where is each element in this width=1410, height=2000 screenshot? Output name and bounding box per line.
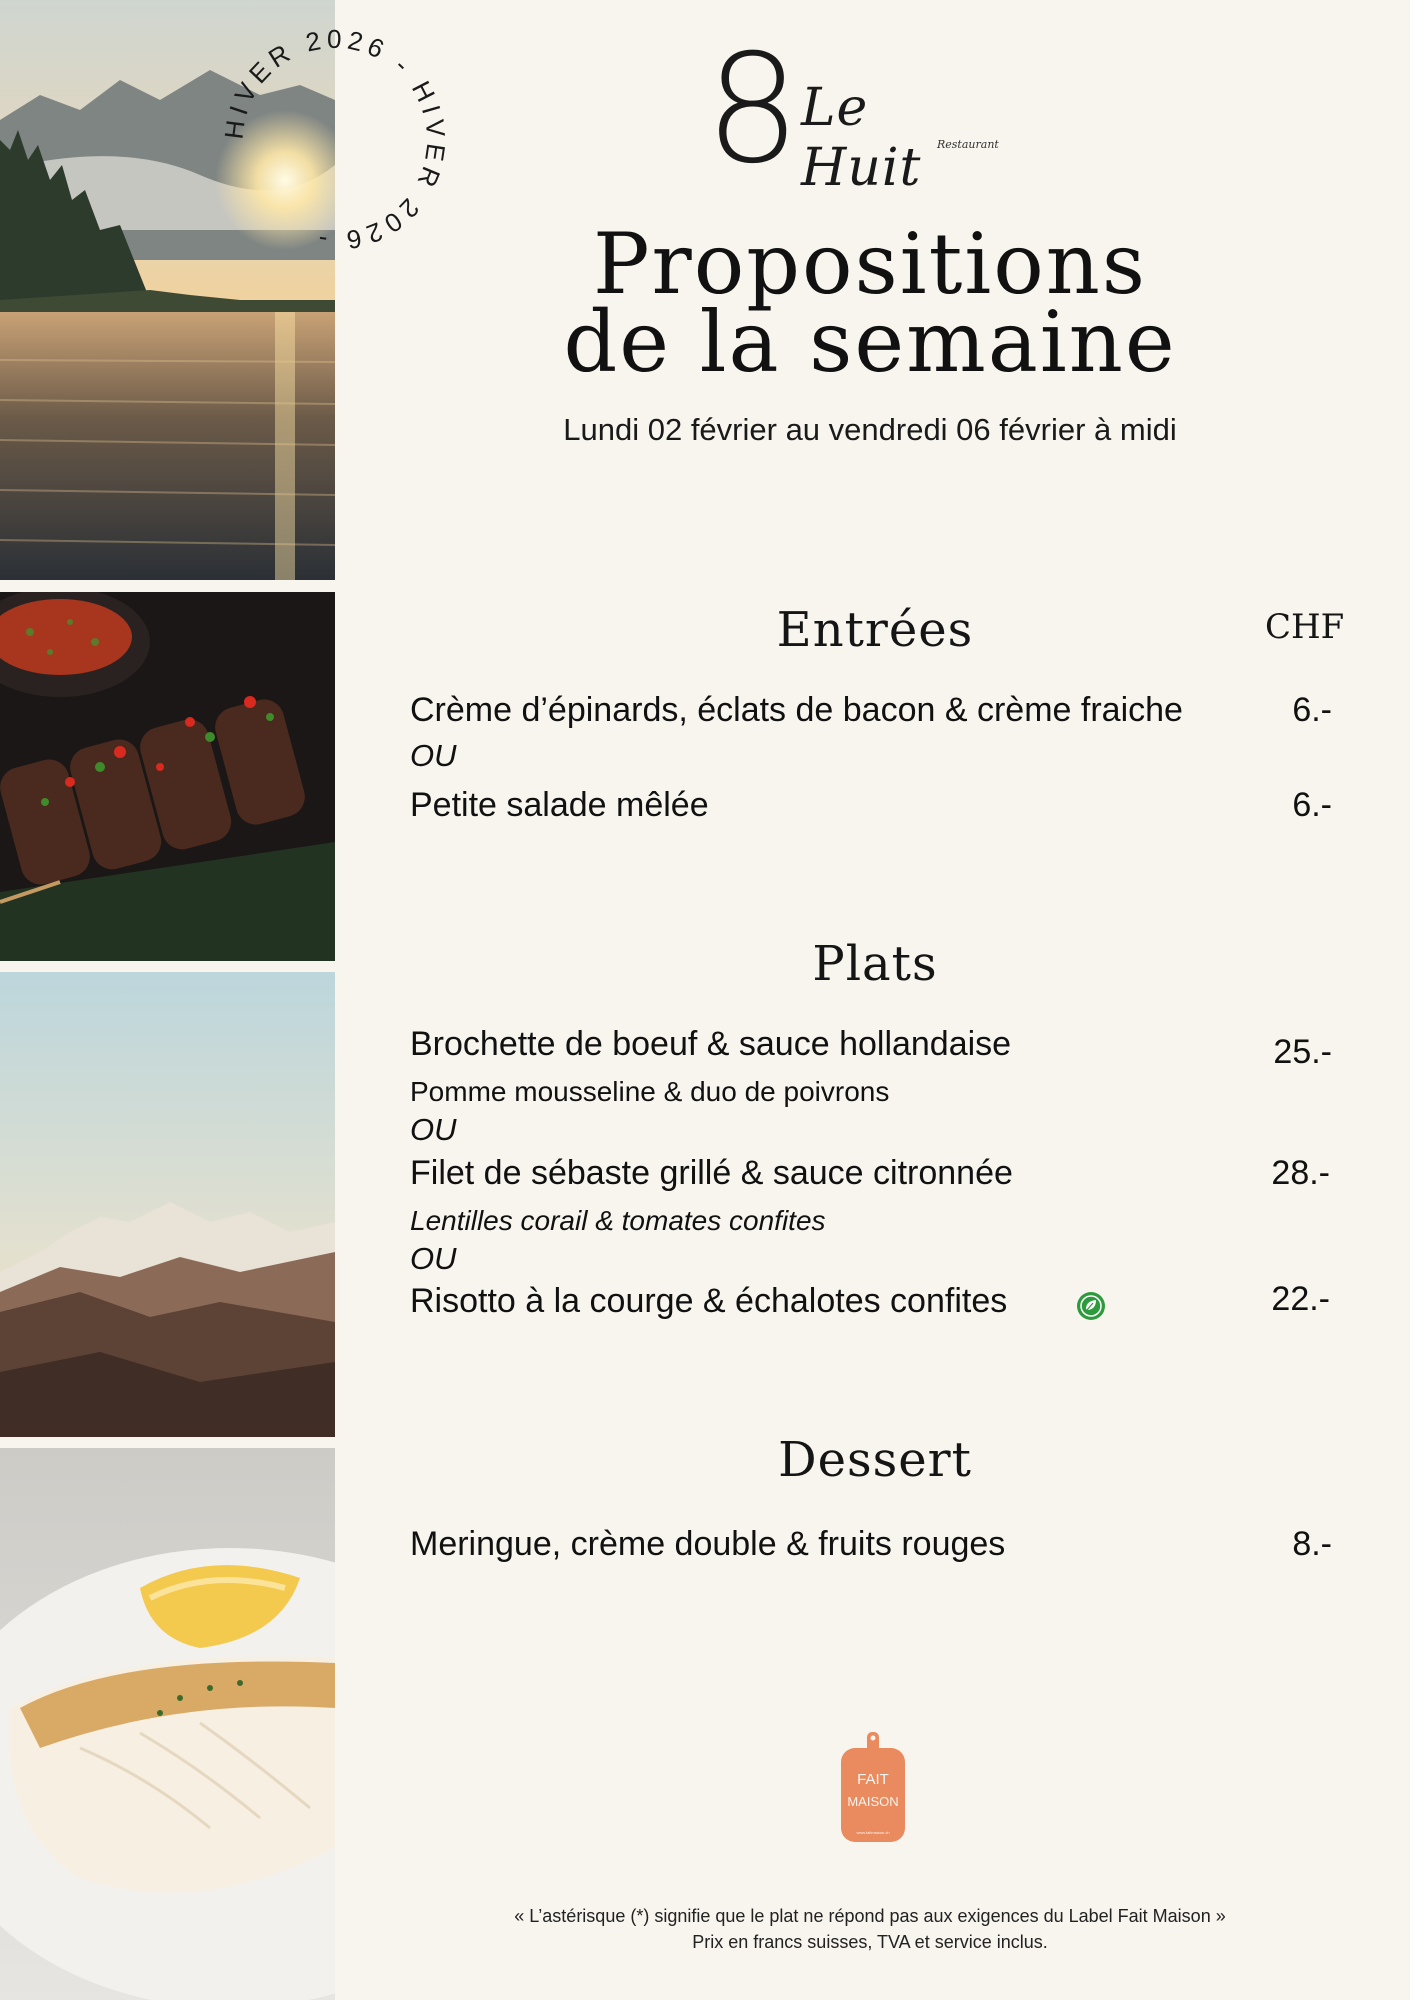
logo-numeral: 8 (705, 23, 801, 197)
svg-text:HIVER 2026 - HIVER 2026 - (218, 24, 451, 256)
section-title-entrees: Entrées (776, 602, 974, 658)
plat-1-name: Brochette de boeuf & sauce hollandaise (410, 1025, 1012, 1063)
page-title (500, 215, 1240, 391)
or-label: OU (410, 1112, 457, 1147)
photo-beef-skewers (0, 592, 335, 961)
photo-grilled-fish (0, 1448, 335, 2000)
logo-subtitle: Restaurant (937, 138, 999, 151)
plat-2-name: Filet de sébaste grillé & sauce citronnée (410, 1154, 1013, 1192)
footer-prices-note: Prix en francs suisses, TVA et service inclus. (692, 1932, 1048, 1952)
fait-maison-badge (838, 1730, 908, 1845)
plat-1-side: Pomme mousseline & duo de poivrons (410, 1076, 890, 1107)
dessert-1-price: 8.- (1292, 1525, 1332, 1563)
or-label: OU (410, 738, 457, 773)
plat-1-price: 25.- (1273, 1033, 1332, 1071)
footer-note (420, 1903, 1320, 1955)
plat-3-name: Risotto à la courge & échalotes confites (410, 1282, 1008, 1320)
or-label: OU (410, 1241, 457, 1276)
vegan-leaf-icon (1076, 1291, 1106, 1321)
plat-3-price: 22.- (1271, 1280, 1330, 1318)
date-range: Lundi 02 février au vendredi 06 février à midi (563, 412, 1177, 447)
title-line-1: Propositions (593, 215, 1147, 313)
section-title-dessert: Dessert (778, 1432, 972, 1488)
plat-2-side: Lentilles corail & tomates confites (410, 1205, 826, 1236)
title-line-2: de la semaine (563, 293, 1177, 391)
dessert-1-name: Meringue, crème double & fruits rouges (410, 1525, 1006, 1563)
restaurant-logo (705, 23, 1005, 198)
season-ring-label: HIVER 2026 - HIVER 2026 - (218, 23, 452, 257)
entree-2-price: 6.- (1292, 786, 1332, 824)
section-title-plats: Plats (812, 936, 938, 992)
fait-maison-line-2: MAISON (847, 1794, 899, 1809)
photo-mountain-range (0, 972, 335, 1437)
footer-asterisk-note: « L’astérisque (*) signifie que le plat ne répond pas aux exigences du Label Fait Maison » (514, 1906, 1226, 1926)
logo-name: Le Huit (801, 78, 922, 198)
entree-1-price: 6.- (1292, 691, 1332, 729)
fait-maison-line-1: FAIT (857, 1771, 889, 1788)
fait-maison-url: www.faitmaison.ch (856, 1830, 890, 1835)
currency-label: CHF (1265, 607, 1345, 647)
entree-1-name: Crème d’épinards, éclats de bacon & crème fraiche (410, 691, 1183, 729)
entree-2-name: Petite salade mêlée (410, 786, 709, 824)
season-ring-text (215, 20, 455, 260)
plat-2-price: 28.- (1271, 1154, 1330, 1192)
